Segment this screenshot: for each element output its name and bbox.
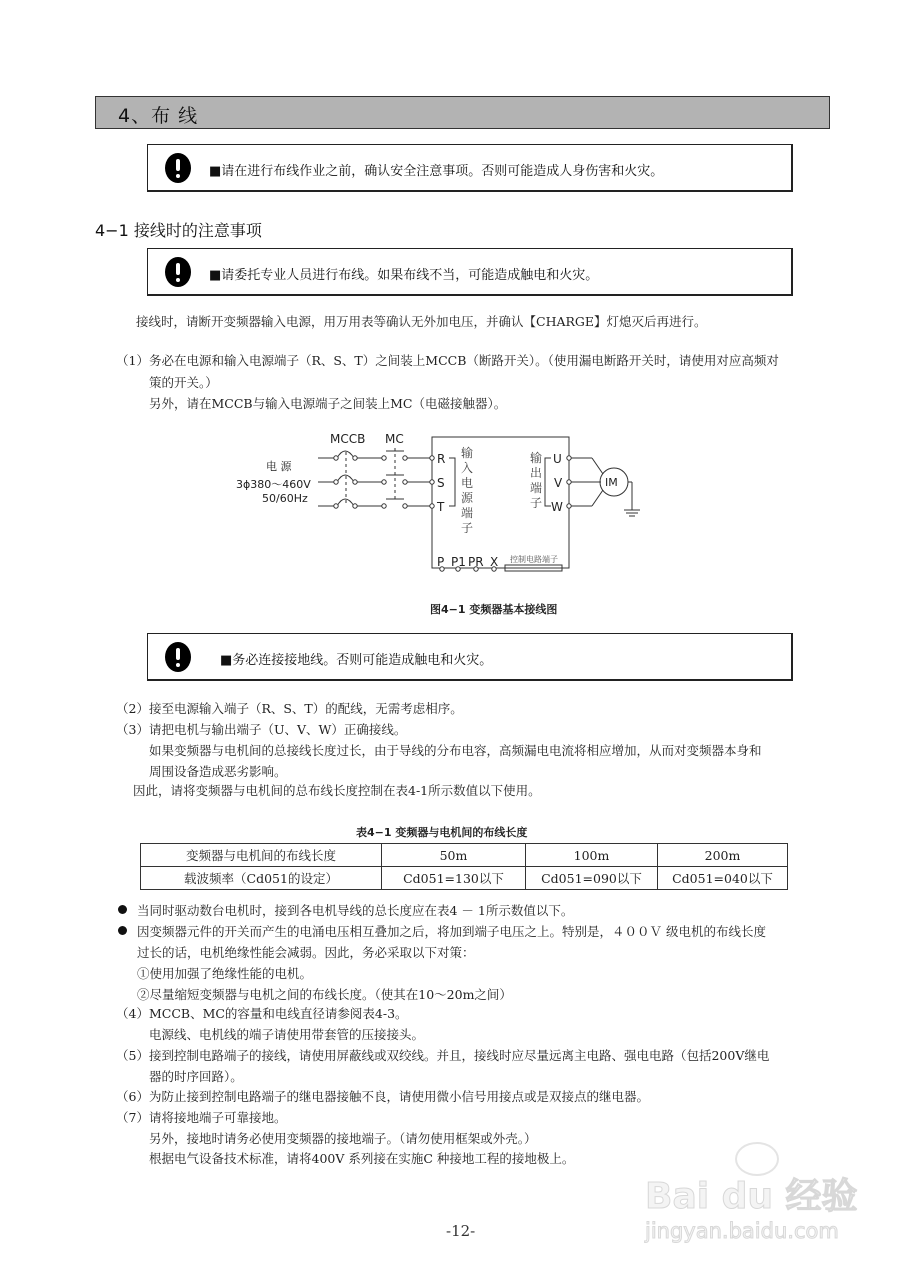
svg-text:输: 输 [461, 446, 474, 460]
exclamation-icon [165, 642, 191, 672]
terminal-u: U [553, 452, 562, 466]
bullet-icon [118, 905, 127, 914]
bullet-item: 因变频器元件的开关而产生的电涌电压相互叠加之后，将加到端子电压之上。特别是，４００Ｖ 级电机的布线长度 [118, 923, 766, 940]
svg-text:子: 子 [530, 496, 543, 510]
terminal-x: X [490, 555, 499, 569]
item-2: （2）接至电源输入端子（R、S、T）的配线，无需考虑相序。 [116, 701, 463, 716]
mc-label: MC [385, 432, 404, 446]
subsection-title: 4−1 接线时的注意事项 [95, 221, 262, 240]
warning-text: ■务必连接接地线。否则可能造成触电和火灾。 [220, 653, 493, 668]
watermark-brand: Bai du 经验 [645, 1176, 858, 1217]
svg-text:子: 子 [461, 521, 474, 535]
svg-text:端: 端 [461, 506, 474, 520]
terminal-p1: P1 [451, 555, 466, 569]
item-3-line-1: （3）请把电机与输出端子（U、V、W）正确接线。 [116, 722, 407, 737]
paw-icon [735, 1142, 779, 1176]
bullet-line: ①使用加强了绝缘性能的电机。 [137, 966, 313, 981]
exclamation-icon [165, 257, 191, 287]
watermark [645, 1150, 858, 1243]
item-5-line-2: 器的时序回路）。 [149, 1069, 243, 1084]
item-1-line-3: 另外，请在MCCB与输入电源端子之间装上MC（电磁接触器）。 [149, 396, 507, 411]
svg-text:出: 出 [530, 466, 543, 480]
wiring-diagram [220, 425, 660, 585]
terminal-v: V [554, 476, 563, 490]
terminal-pr: PR [468, 555, 484, 569]
warning-text: ■请在进行布线作业之前，确认安全注意事项。否则可能造成人身伤害和火灾。 [209, 164, 664, 179]
bullet-line: ②尽量缩短变频器与电机之间的布线长度。（使其在10～20m之间） [137, 987, 512, 1002]
watermark-url: jingyan.baidu.com [645, 1219, 839, 1243]
power-label: 电 源 [266, 460, 292, 473]
bullet-icon [118, 926, 127, 935]
exclamation-icon [165, 153, 191, 183]
terminal-p: P [437, 555, 445, 569]
item-1-line-1: （1）务必在电源和输入电源端子（R、S、T）之间装上MCCB（断路开关）。（使用漏电断路开关时，请使用对应高频对 [116, 353, 779, 368]
item-4-line-2: 电源线、电机线的端子请使用带套管的压接接头。 [149, 1027, 425, 1042]
table-row: 变频器与电机间的布线长度 50m 100m 200m [141, 844, 788, 867]
item-4-line-1: （4）MCCB、MC的容量和电线直径请参阅表4-3。 [116, 1006, 408, 1021]
table-caption: 表4−1 变频器与电机间的布线长度 [356, 826, 528, 839]
item-3-line-3: 周围设备造成恶劣影响。 [149, 764, 287, 779]
wiring-length-table [140, 843, 788, 890]
figure-caption: 图4−1 变频器基本接线图 [430, 603, 558, 616]
bullet-item: 当同时驱动数台电机时，接到各电机导线的总长度应在表4 － 1所示数值以下。 [118, 902, 573, 919]
terminal-r: R [437, 452, 446, 466]
warning-text: ■请委托专业人员进行布线。如果布线不当，可能造成触电和火灾。 [209, 268, 599, 283]
warning-box [147, 144, 793, 192]
bullet-line: 过长的话，电机绝缘性能会减弱。因此，务必采取以下对策： [137, 945, 475, 960]
mccb-label: MCCB [330, 432, 366, 446]
item-3-line-4: 因此，请将变频器与电机间的总布线长度控制在表4-1所示数值以下使用。 [133, 783, 541, 798]
item-3-line-2: 如果变频器与电机间的总接线长度过长，由于导线的分布电容，高频漏电电流将相应增加，从而对变频器本身和 [149, 743, 762, 758]
item-7-line-1: （7）请将接地端子可靠接地。 [116, 1110, 287, 1125]
svg-text:源: 源 [461, 491, 474, 505]
section-title: 4、布 线 [118, 105, 199, 127]
item-1-line-2: 策的开关。） [149, 375, 218, 390]
page-number: -12- [446, 1222, 476, 1240]
intro-paragraph: 接线时，请断开变频器输入电源，用万用表等确认无外加电压，并确认【CHARGE】灯熄灭后再进行。 [136, 314, 707, 329]
item-6: （6）为防止接到控制电路端子的继电器接触不良，请使用微小信号用接点或是双接点的继电器。 [116, 1089, 649, 1104]
voltage-label: 3ϕ380～460V [236, 478, 311, 491]
svg-text:电: 电 [461, 476, 474, 490]
section-header [95, 96, 830, 129]
frequency-label: 50/60Hz [262, 492, 308, 505]
item-7-line-3: 根据电气设备技术标准，请将400V 系列接在实施C 种接地工程的接地极上。 [149, 1151, 575, 1166]
motor-label: IM [605, 476, 618, 489]
warning-box [147, 248, 793, 296]
control-terminal-label: 控制电路端子 [510, 555, 558, 564]
item-5-line-1: （5）接到控制电路端子的接线，请使用屏蔽线或双绞线。并且，接线时应尽量远离主电路、强电电路（包括200V继电 [116, 1048, 770, 1063]
warning-box [147, 633, 793, 681]
terminal-s: S [437, 476, 445, 490]
svg-text:端: 端 [530, 481, 543, 495]
terminal-t: T [437, 500, 445, 514]
svg-text:输: 输 [530, 451, 543, 465]
table-row: 载波频率（Cd051的设定） Cd051=130以下 Cd051=090以下 Cd051=040以下 [141, 867, 788, 890]
item-7-line-2: 另外，接地时请务必使用变频器的接地端子。（请勿使用框架或外壳。） [149, 1131, 537, 1146]
terminal-w: W [551, 500, 563, 514]
svg-text:入: 入 [461, 461, 474, 475]
